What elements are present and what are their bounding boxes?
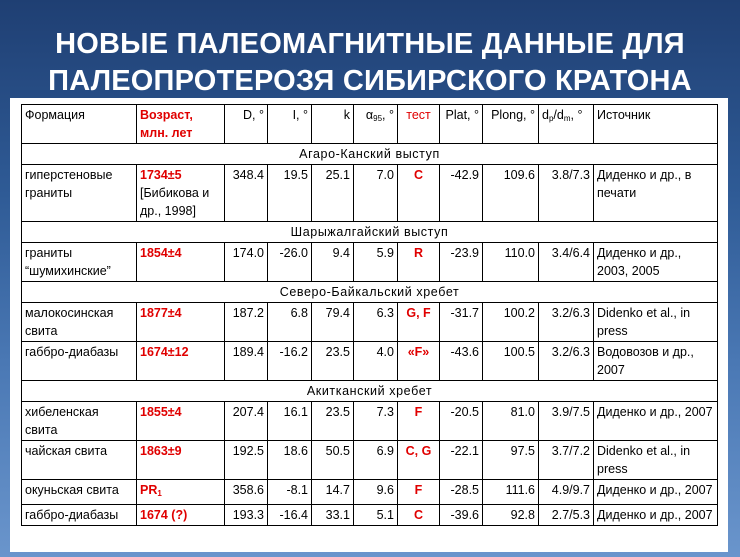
age-cell xyxy=(137,441,225,480)
header-age: Возраст, млн. лет xyxy=(137,105,225,144)
table-row xyxy=(22,505,718,526)
section-row xyxy=(22,144,718,165)
source-cell: Диденко и др., 2007 xyxy=(594,402,718,441)
section-title: Шарыжалгайский выступ xyxy=(22,222,718,243)
k-cell: 23.5 xyxy=(312,342,354,381)
formation-cell: чайская свита xyxy=(22,441,137,480)
i-cell: 19.5 xyxy=(268,165,312,222)
d-cell: 193.3 xyxy=(225,505,268,526)
k-cell: 79.4 xyxy=(312,303,354,342)
dpdm-cell: 3.4/6.4 xyxy=(539,243,594,282)
plat-cell: -22.1 xyxy=(440,441,483,480)
dpdm-cell: 3.2/6.3 xyxy=(539,342,594,381)
plat-cell: -20.5 xyxy=(440,402,483,441)
age-note: [Бибикова и др., 1998] xyxy=(140,186,210,218)
formation-cell: хибеленская свита xyxy=(22,402,137,441)
source-cell: Didenko et al., in press xyxy=(594,303,718,342)
title-line-2: ПАЛЕОПРОТЕРОЗЯ СИБИРСКОГО КРАТОНА xyxy=(48,65,692,97)
table-row xyxy=(22,402,718,441)
plong-cell: 111.6 xyxy=(483,480,539,505)
age-cell xyxy=(137,342,225,381)
age-value: 1863±9 xyxy=(140,444,182,458)
i-cell: 16.1 xyxy=(268,402,312,441)
plat-cell: -31.7 xyxy=(440,303,483,342)
test-cell: F xyxy=(398,480,440,505)
source-cell: Диденко и др., 2007 xyxy=(594,505,718,526)
plong-cell: 92.8 xyxy=(483,505,539,526)
section-title: Акитканский хребет xyxy=(22,381,718,402)
header-formation: Формация xyxy=(22,105,137,144)
test-cell: F xyxy=(398,402,440,441)
table-row xyxy=(22,243,718,282)
header-i: I, ° xyxy=(268,105,312,144)
age-value: 1674 (?) xyxy=(140,508,188,522)
i-cell: -8.1 xyxy=(268,480,312,505)
plat-cell: -42.9 xyxy=(440,165,483,222)
source-cell: Диденко и др., в печати xyxy=(594,165,718,222)
plat-cell: -43.6 xyxy=(440,342,483,381)
test-cell: R xyxy=(398,243,440,282)
section-title: Северо-Байкальский хребет xyxy=(22,282,718,303)
source-cell: Диденко и др., 2007 xyxy=(594,480,718,505)
d-cell: 187.2 xyxy=(225,303,268,342)
k-cell: 23.5 xyxy=(312,402,354,441)
plong-cell: 100.2 xyxy=(483,303,539,342)
age-value: 1674±12 xyxy=(140,345,189,359)
formation-cell: окуньская свита xyxy=(22,480,137,505)
formation-cell: габбро-диабазы xyxy=(22,505,137,526)
table-row xyxy=(22,165,718,222)
table-row xyxy=(22,441,718,480)
source-cell: Водовозов и др., 2007 xyxy=(594,342,718,381)
plong-cell: 97.5 xyxy=(483,441,539,480)
test-cell: C xyxy=(398,505,440,526)
alpha95-cell: 6.3 xyxy=(354,303,398,342)
d-cell: 348.4 xyxy=(225,165,268,222)
alpha95-cell: 5.1 xyxy=(354,505,398,526)
d-cell: 174.0 xyxy=(225,243,268,282)
age-cell xyxy=(137,402,225,441)
alpha95-cell: 9.6 xyxy=(354,480,398,505)
formation-cell: малокосинская свита xyxy=(22,303,137,342)
plong-cell: 81.0 xyxy=(483,402,539,441)
header-test: тест xyxy=(398,105,440,144)
i-cell: 6.8 xyxy=(268,303,312,342)
test-cell: C xyxy=(398,165,440,222)
table-body xyxy=(22,144,718,526)
section-row xyxy=(22,282,718,303)
formation-cell: граниты “шумихинские” xyxy=(22,243,137,282)
alpha95-cell: 7.3 xyxy=(354,402,398,441)
age-value: 1854±4 xyxy=(140,246,182,260)
dpdm-cell: 3.7/7.2 xyxy=(539,441,594,480)
header-k: k xyxy=(312,105,354,144)
table-row xyxy=(22,303,718,342)
alpha95-cell: 6.9 xyxy=(354,441,398,480)
k-cell: 9.4 xyxy=(312,243,354,282)
dpdm-cell: 3.8/7.3 xyxy=(539,165,594,222)
i-cell: -26.0 xyxy=(268,243,312,282)
age-value: PR xyxy=(140,483,158,497)
dpdm-cell: 3.2/6.3 xyxy=(539,303,594,342)
source-cell: Диденко и др., 2003, 2005 xyxy=(594,243,718,282)
title-line-1: НОВЫЕ ПАЛЕОМАГНИТНЫЕ ДАННЫЕ ДЛЯ xyxy=(55,28,685,60)
d-cell: 189.4 xyxy=(225,342,268,381)
formation-cell: габбро-диабазы xyxy=(22,342,137,381)
test-cell: C, G xyxy=(398,441,440,480)
age-value: 1734±5 xyxy=(140,168,182,182)
table-row xyxy=(22,480,718,505)
paleomagnetic-table xyxy=(21,104,718,526)
plat-cell: -28.5 xyxy=(440,480,483,505)
header-plong: Plong, ° xyxy=(483,105,539,144)
dpdm-cell: 3.9/7.5 xyxy=(539,402,594,441)
table-row xyxy=(22,342,718,381)
alpha95-cell: 5.9 xyxy=(354,243,398,282)
k-cell: 25.1 xyxy=(312,165,354,222)
i-cell: 18.6 xyxy=(268,441,312,480)
plong-cell: 110.0 xyxy=(483,243,539,282)
header-source: Источник xyxy=(594,105,718,144)
header-row xyxy=(22,105,718,144)
plong-cell: 100.5 xyxy=(483,342,539,381)
dpdm-cell: 2.7/5.3 xyxy=(539,505,594,526)
d-cell: 358.6 xyxy=(225,480,268,505)
header-dpdm: $d_p/d_m$, ° xyxy=(539,105,594,144)
header-alpha95: $\alpha_{95}$, ° xyxy=(354,105,398,144)
alpha95-cell: 7.0 xyxy=(354,165,398,222)
test-cell: G, F xyxy=(398,303,440,342)
age-cell xyxy=(137,303,225,342)
age-cell xyxy=(137,505,225,526)
plat-cell: -23.9 xyxy=(440,243,483,282)
k-cell: 14.7 xyxy=(312,480,354,505)
plat-cell: -39.6 xyxy=(440,505,483,526)
table-panel xyxy=(10,98,728,552)
d-cell: 207.4 xyxy=(225,402,268,441)
test-cell: «F» xyxy=(398,342,440,381)
section-row xyxy=(22,222,718,243)
i-cell: -16.2 xyxy=(268,342,312,381)
k-cell: 50.5 xyxy=(312,441,354,480)
alpha95-cell: 4.0 xyxy=(354,342,398,381)
age-cell xyxy=(137,480,225,505)
source-cell: Didenko et al., in press xyxy=(594,441,718,480)
age-subscript: 1 xyxy=(157,489,162,498)
formation-cell: гиперстеновые граниты xyxy=(22,165,137,222)
age-cell xyxy=(137,243,225,282)
age-value: 1855±4 xyxy=(140,405,182,419)
header-plat: Plat, ° xyxy=(440,105,483,144)
dpdm-cell: 4.9/9.7 xyxy=(539,480,594,505)
section-row xyxy=(22,381,718,402)
header-d: D, ° xyxy=(225,105,268,144)
plong-cell: 109.6 xyxy=(483,165,539,222)
slide-title xyxy=(0,26,740,100)
age-value: 1877±4 xyxy=(140,306,182,320)
age-cell xyxy=(137,165,225,222)
k-cell: 33.1 xyxy=(312,505,354,526)
d-cell: 192.5 xyxy=(225,441,268,480)
section-title: Агаро-Канский выступ xyxy=(22,144,718,165)
i-cell: -16.4 xyxy=(268,505,312,526)
